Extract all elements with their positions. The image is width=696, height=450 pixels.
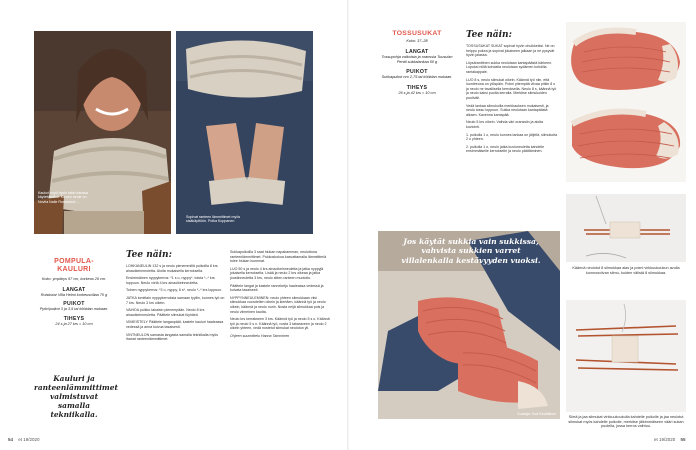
pompula-title: POMPULA-KAULURI [54, 258, 94, 273]
instruction-paragraph: LUO 8 s, neulo silmukat oikein. Käännä työ niin, että luontireuna on ylöspäin. Poimi pitempää viivaa pitkin 8 s ja neulo ne tavallisella kerroksella. Neulo 8 s, käännä työ ja neulo kaksi puolta kerralla. Merkitse silmukoiden puoliväli. [466, 77, 557, 100]
instruction-paragraph: TOSSUSUKAT SUKAT sopivat hyvin ohuikkeiksi. Ne on helppo pukea ja sopivat jokaiseen jalkaan ja ne pysyvät hyvin jalassa. [466, 44, 555, 58]
instruction-paragraph: 2. puikolla 1 o, neulo jatka kuvioneuletta kahdelle ensimmäiselle kerrokselle ja neulo päättäminen. [466, 144, 545, 154]
hands-photo-caption: Sopivat ranteen lämmittimet myös sisäkäyttöön. Poika Koppanen [186, 215, 241, 224]
instruction-paragraph: Päättele langat ja kastele ranneketju haaleassa vedessä ja kuivata tasaisesti. [230, 283, 324, 293]
instruction-paragraph: Neulo krs kerrakseen 3 krs. Käännä työ ja neulo 5 s o. Käännä työ ja neulo 5 s n. Käännä työ, nosta 3 takaraveen ja neulo 2 oikein yhteen, vedä nostetut silmukat neulotun yli. [230, 317, 330, 331]
woman-photo [34, 31, 171, 234]
pompula-size: Koko: ympärys 57 cm, korkeus 26 cm. [41, 277, 107, 281]
left-pull-quote: Kauluri ja ranteenlämmittimet valmistuvat samalla tekniikalla. [34, 374, 118, 419]
instruction-paragraph: VIIMEISTELY Päättele langanpäät, kastele kauluri haaleassa vedessä ja anna kuivua tasaisesti. [126, 320, 224, 329]
tee-nain-right-column [466, 30, 558, 154]
pompula-puikot-text: Pyöröpuikot 3 ja 3,5 tai kööidan mukaan. [39, 307, 109, 312]
tee-nain-left-heading: Tee näin: [126, 250, 172, 260]
woman-photo-caption: Kauluri sopii hyvin takin kanssa käytettäväksi. Kuvien neule on Novita Nalle Rosewood ... [38, 191, 88, 204]
instruction-paragraph: Löysäranttinen sukka neulotaan kantapäästä kärkeen. Lopuksi niillä kohdalla neulotaan sydämen kohdilla rantakappale. [466, 60, 553, 74]
tutorial-photo-2 [566, 300, 686, 412]
magazine-issue-right: et 19/2020 [654, 437, 676, 442]
tossu-puikot-heading: PUIKOT [406, 69, 428, 76]
tutorial-caption-1: Käännä neulotut 8 silmukkaa alas ja poimi virkkuukoukun avulla luonnosviivan silmu- koiden välistä 8 silmukkaa. [572, 266, 680, 275]
tossu-tiheys-text: 26 s ja 42 krs = 10 cm [398, 90, 436, 95]
credit-line: Ohjeen suunnittelu Hanna Tamminen [230, 333, 290, 338]
tossu-title: TOSSUSUKAT [392, 30, 442, 37]
instruction-column-2 [230, 250, 330, 339]
instruction-paragraph: JATKA lomittain nyppykerroksia samaan tyyliin, kunnes työ on 7 krs. Neulo 3 krs oikein. [126, 295, 225, 305]
tossu-puikot-text: Sukkapuikot nro 2,75 tai kööidan mukaan. [381, 75, 453, 80]
socks-product-photo [566, 22, 686, 182]
pompula-langat-heading: LANGAT [62, 286, 86, 293]
instruction-paragraph: VAIHDA puikko takaisin pienempään. Neulo 8 krs ainaoikeinneuletta. Päättele silmukat löyhästi. [126, 308, 205, 317]
spine-gutter [347, 0, 349, 450]
hands-photo [176, 31, 313, 234]
socks-pull-quote: Jos käytät sukkia vain sukkissa, vahvista sukkien varret villalenkalla kestävyyden vuoksi. [401, 237, 541, 265]
tutorial-caption-2: Siirrä ja jaa silmukat virkkuukoukulla kahdelle puikolle ja jaa neulotut silmukat myös kahdelle puikolle, merkitse jälkimmäiseen vääri sukan puolella, jossa kerros vaihtuu. [568, 415, 684, 429]
tee-nain-left-column [126, 250, 226, 345]
tutorial-photo-1 [566, 194, 686, 262]
photo-credit: Kuvaaja: Suvi Kesäläinen [517, 412, 556, 416]
tossu-info-box [380, 30, 454, 95]
instruction-paragraph: LUO 50 s ja neulo 4 krs ainaoikeinneuletta ja jatka nyppyjä jokaisella kerroksella. Lisää ja neulo 2 krs oikeaa ja jatka joustinneuletta 3 krs, neulo sitten ranteen muotoilu. [230, 266, 324, 280]
pompula-langat-text: Ruiskotar Villa Helmi korkeusvillaa 70 g [40, 292, 108, 297]
instruction-paragraph: 1. puikolla 1 o, neulo kunnes lankaa on jäljellä, silmukoita 2 o yhteen. [466, 132, 558, 142]
instruction-paragraph: Vedä lankaa silmukoilla merkkauksen mukaisesti, ja neulo tossu loppuun. Sukka neulotaan kantapäästä alkaen. Kavenna kantapää. [466, 103, 549, 117]
instruction-paragraph: NYPPYNNEULEMINEN: neulo yhteen silmukkaan viisi silmukkaa vuorotellen oikein ja kiertäen, käännä työ ja neulo oikein, käännä ja neulo nurin. Nosta neljä silmukkaa pois ja neulo viimeinen kautta. [230, 295, 326, 314]
pompula-info-box [34, 258, 114, 326]
page-number-right: 55 [680, 437, 686, 442]
right-page-footer [654, 437, 686, 442]
pompula-tiheys-text: 24 s ja 27 krs = 10 cm [55, 321, 93, 326]
instruction-paragraph: LOHKANEULIN 132 s ja neulo pienemmillä puikoilla 8 krs ainaoikeinneuletta. Aloita mukaisella kerroksella. [126, 264, 218, 273]
instruction-paragraph: VINTNEULON samasta langasta samalla tekniikalla myös ihanat ranteenlämmittimet. [126, 332, 219, 342]
tossu-langat-text: Tossupohja valkoista ja oranssia Tuusulan Pentti sukkalankaa 50 g [381, 55, 453, 64]
tee-nain-right-heading: Tee näin: [466, 30, 512, 40]
instruction-paragraph: Ensimmäinen nyppykerros: *1 s o, nyppy*, toista *–* krs loppuun. Neulo vielä 4 krs ainaoikeinneuletta. [126, 276, 215, 285]
tossu-langat-heading: LANGAT [405, 49, 429, 55]
left-page-footer [8, 437, 40, 442]
tossu-size: Koko: 37–38 [406, 39, 428, 43]
pompula-puikot-heading: PUIKOT [63, 301, 85, 308]
socks-worn-photo [378, 231, 560, 419]
page-number-left: 54 [8, 437, 14, 442]
instruction-paragraph: Neulo 5 krs oikein. Vaihda väri oranssiin ja aloita kuviointi. [466, 120, 544, 129]
instruction-paragraph: Sukkapuikoilla 3 saat hiukan napakamman, neulottuna ranteenlämmittimet. Pukkoskokoa kasvattamalla lämmittimiä tulee hiukan isommat. [230, 250, 327, 264]
tossu-tiheys-heading: TIHEYS [406, 84, 428, 91]
pompula-tiheys-heading: TIHEYS [63, 315, 85, 322]
magazine-issue-left: et 19/2020 [18, 437, 40, 442]
instruction-paragraph: Toinen nyppykerros: *3 o, nyppy, 6 s*, neulo *–* krs loppuun. [126, 288, 223, 293]
